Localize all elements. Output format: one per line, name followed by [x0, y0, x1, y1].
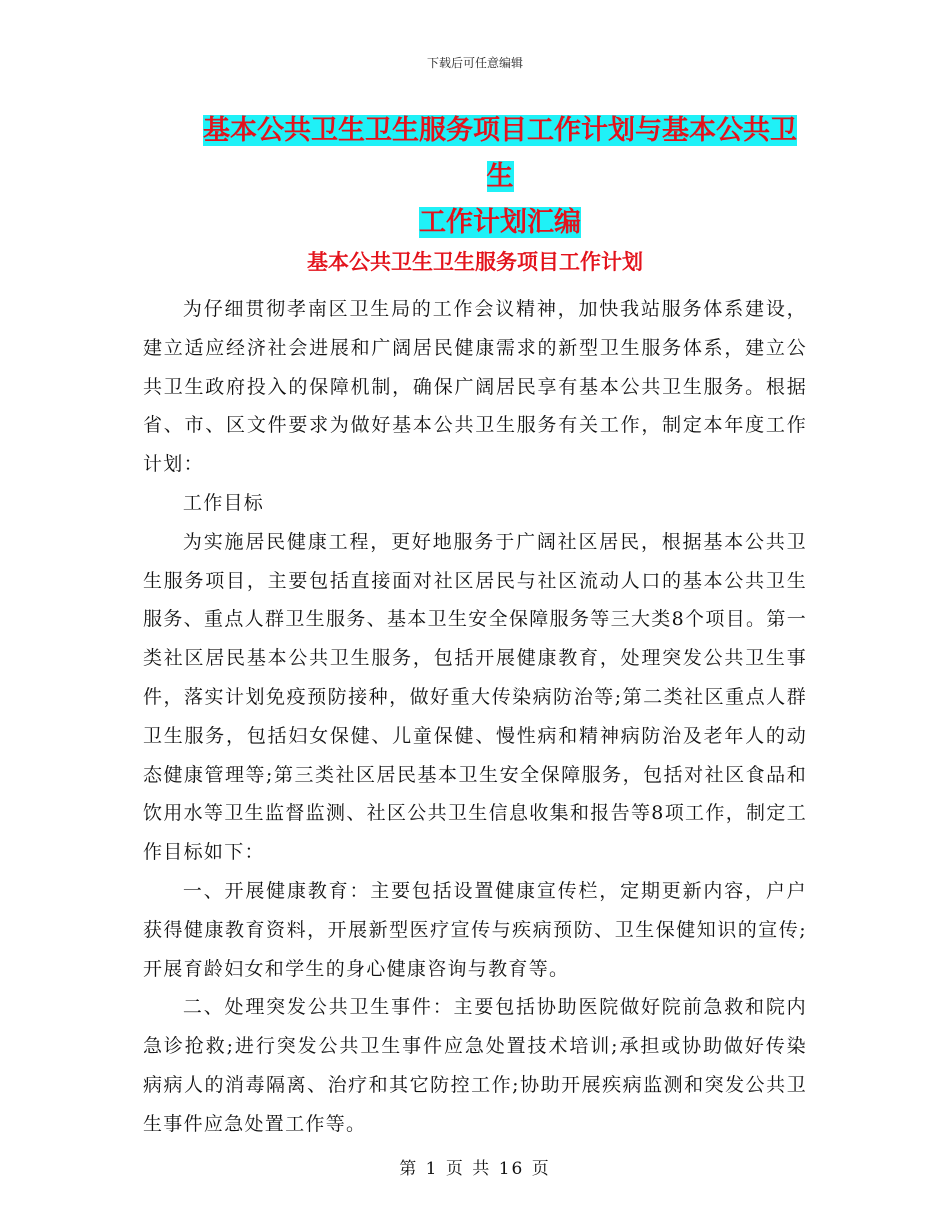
header-note: 下载后可任意编辑	[426, 56, 523, 70]
paragraph-health-education: 一、开展健康教育：主要包括设置健康宣传栏，定期更新内容，户户获得健康教育资料，开展新型医疗宣传与疾病预防、卫生保健知识的宣传;开展育龄妇女和学生的身心健康咨询与教育等。	[143, 879, 807, 980]
paragraph-emergency-handling: 二、处理突发公共卫生事件：主要包括协助医院做好院前急救和院内急诊抢救;进行突发公共卫生事件应急处置技术培训;承担或协助做好传染病病人的消毒隔离、治疗和其它防控工作;协助开展疾病监测和突发公共卫生事件应急处置工作等。	[143, 996, 807, 1135]
document-title	[190, 108, 810, 246]
paragraph-heading-goals: 工作目标	[182, 491, 265, 514]
title-line-2: 工作计划汇编	[419, 207, 581, 238]
section-title: 基本公共卫生卫生服务项目工作计划	[307, 250, 643, 274]
document-body	[143, 290, 807, 1144]
page-footer: 第 1 页 共 16 页	[399, 1159, 551, 1179]
paragraph-goals: 为实施居民健康工程，更好地服务于广阔社区居民，根据基本公共卫生服务项目，主要包括直接面对社区居民与社区流动人口的基本公共卫生服务、重点人群卫生服务、基本卫生安全保障服务等三大类8个项目。第一类社区居民基本公共卫生服务，包括开展健康教育，处理突发公共卫生事件，落实计划免疫预防接种，做好重大传染病防治等;第二类社区重点人群卫生服务，包括妇女保健、儿童保健、慢性病和精神病防治及老年人的动态健康管理等;第三类社区居民基本卫生安全保障服务，包括对社区食品和饮用水等卫生监督监测、社区公共卫生信息收集和报告等8项工作，制定工作目标如下：	[143, 530, 807, 864]
paragraph-intro: 为仔细贯彻孝南区卫生局的工作会议精神，加快我站服务体系建设，建立适应经济社会进展和广阔居民健康需求的新型卫生服务体系，建立公共卫生政府投入的保障机制，确保广阔居民享有基本公共卫生服务。根据省、市、区文件要求为做好基本公共卫生服务有关工作，制定本年度工作计划：	[143, 298, 807, 476]
title-line-1: 基本公共卫生卫生服务项目工作计划与基本公共卫生	[203, 115, 797, 192]
